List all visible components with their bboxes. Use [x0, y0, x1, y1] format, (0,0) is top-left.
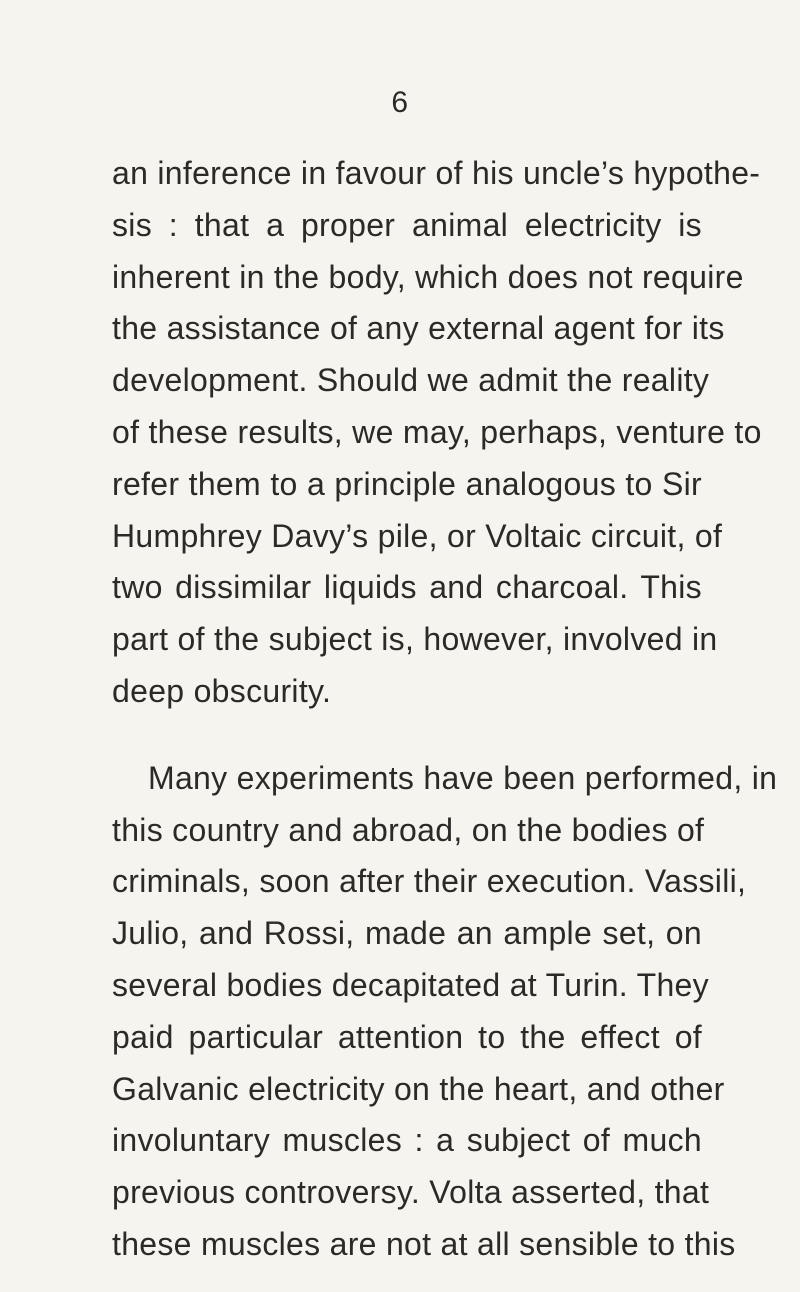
- text-line: criminals, soon after their execution. Vassili,: [112, 863, 747, 900]
- page-number: 6: [391, 86, 409, 119]
- text-line: part of the subject is, however, involved in: [112, 621, 718, 658]
- text-line: Galvanic electricity on the heart, and other: [112, 1070, 725, 1107]
- text-line: of these results, we may, perhaps, venture to: [112, 413, 762, 450]
- text-line: Julio, and Rossi, made an ample set, on: [112, 915, 702, 952]
- paragraph-gap: [112, 718, 702, 753]
- text-line: this country and abroad, on the bodies of: [112, 811, 705, 848]
- text-line: involuntary muscles : a subject of much: [112, 1122, 702, 1159]
- text-line: development. Should we admit the reality: [112, 362, 710, 399]
- text-line: paid particular attention to the effect of: [112, 1018, 702, 1055]
- text-line: inherent in the body, which does not require: [112, 258, 744, 295]
- text-line: Many experiments have been performed, in: [148, 759, 778, 796]
- text-line: deep obscurity.: [112, 672, 332, 709]
- text-line: the assistance of any external agent for its: [112, 310, 725, 347]
- text-line: refer them to a principle analogous to Sir: [112, 465, 702, 502]
- text-line: several bodies decapitated at Turin. They: [112, 966, 709, 1003]
- paragraph-1: [112, 148, 762, 718]
- body-text: [112, 148, 778, 1271]
- text-line: Humphrey Davy’s pile, or Voltaic circuit, of: [112, 517, 723, 554]
- text-line: these muscles are not at all sensible to this: [112, 1225, 736, 1262]
- text-line: an inference in favour of his uncle’s hypothe-: [112, 155, 761, 191]
- text-line: previous controversy. Volta asserted, that: [112, 1174, 710, 1211]
- text-line: sis : that a proper animal electricity is: [112, 206, 702, 243]
- paragraph-2: [112, 753, 778, 1271]
- text-line: two dissimilar liquids and charcoal. This: [112, 569, 702, 606]
